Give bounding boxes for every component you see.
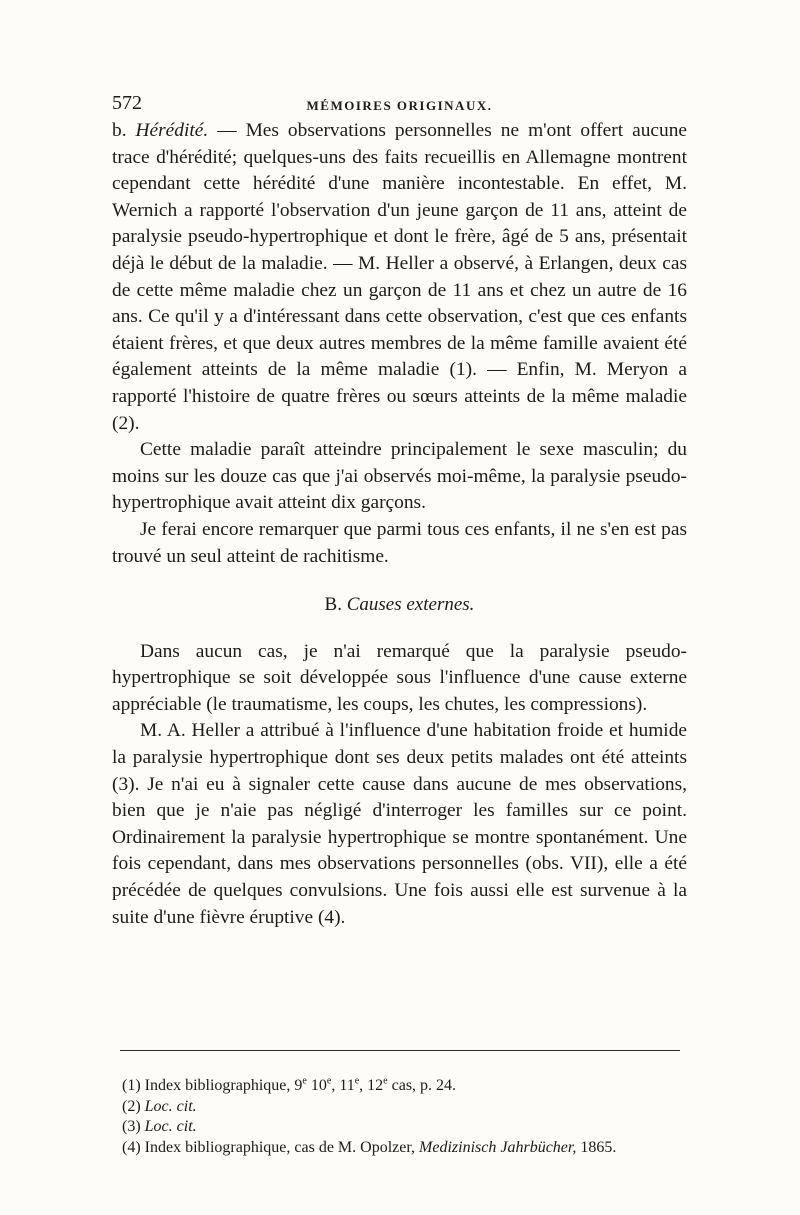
footnote-2 xyxy=(122,1097,687,1118)
paragraph-sexe: Cette maladie paraît atteindre principalement le sexe masculin; du moins sur les douze cas que j'ai observés moi-même, la paralysie pseudo-hypertrophique avait atteint dix garçons. xyxy=(112,439,687,514)
page-header xyxy=(112,92,687,114)
section-B-label: B. xyxy=(324,594,342,616)
page-number: 572 xyxy=(112,92,142,114)
paragraph-causes-2: M. A. Heller a attribué à l'influence d'une habitation froide et humide la paralysie hypertrophique dont ses deux petits malades ont été atteints (3). Je n'ai eu à signaler cette cause dans aucune de mes observations, bien que je n'aie pas négligé d'interroger les familles sur ce point. Ordinairement la paralysie hypertrophique se montre spontanément. Une fois cependant, dans mes observations personnelles (obs. VII), elle a été précédée de quelques convulsions. Une fois aussi elle est survenue à la suite d'une fièvre éruptive (4). xyxy=(112,720,687,928)
footnote-number: (4) xyxy=(122,1138,141,1156)
footnote-number: (1) xyxy=(122,1077,141,1094)
superscript: e xyxy=(383,1075,388,1087)
paragraph-causes-1: Dans aucun cas, je n'ai remarqué que la paralysie pseudo-hypertrophique se soit développée sous l'influence d'une cause externe appréciable (le traumatisme, les coups, les chutes, les compressions). xyxy=(112,640,687,715)
superscript: e xyxy=(326,1075,332,1087)
body-text xyxy=(112,118,687,931)
footnote-text: Index bibliographique, 9 xyxy=(144,1077,303,1094)
section-heading xyxy=(112,592,687,619)
footnote-year: 1865. xyxy=(580,1138,617,1156)
footnote-3 xyxy=(122,1117,687,1138)
footnote-text: 10 xyxy=(306,1077,327,1094)
section-b-label: b. xyxy=(112,120,127,141)
footnote-number: (3) xyxy=(122,1118,141,1135)
running-head: MÉMOIRES ORIGINAUX. xyxy=(306,98,493,113)
paragraph-rachitisme: Je ferai encore remarquer que parmi tous ces enfants, il ne s'en est pas trouvé un seul atteint de rachitisme. xyxy=(112,518,687,567)
footnote-rule xyxy=(120,1050,680,1051)
footnote-4 xyxy=(122,1138,687,1159)
footnote-text: Index bibliographique, cas de M. Opolzer, xyxy=(144,1138,416,1156)
footnotes xyxy=(122,1076,687,1158)
section-b-title: Hérédité. xyxy=(135,120,209,141)
superscript: e xyxy=(354,1075,360,1087)
footnote-1 xyxy=(122,1076,687,1097)
footnote-number: (2) xyxy=(122,1097,141,1115)
section-b-p1: — Mes observations personnelles ne m'ont offert aucune trace d'hérédité; quelques-uns des faits recueillis en Allemagne montrent cependant cette hérédité d'une manière incontestable. En effet, M. Wernich a rapporté l'observation d'un jeune garçon de 11 ans, atteint de paralysie pseudo-hypertrophique et dont le frère, âgé de 5 ans, présentait déjà le début de la maladie. — M. Heller a observé, à Erlangen, deux cas de cette même maladie chez un garçon de 11 ans et chez un autre de 16 ans. Ce qu'il y a d'intéressant dans cette observation, c'est que ces enfants étaient frères, et que deux autres membres de la même famille avaient été également atteints de la même maladie (1). — Enfin, M. Meryon a rapporté l'histoire de quatre frères ou sœurs atteints de la même maladie (2). xyxy=(112,120,687,434)
footnote-text: Loc. cit. xyxy=(144,1097,197,1115)
footnote-journal: Medizinisch Jahrbücher, xyxy=(419,1138,577,1156)
footnote-text: cas, p. 24. xyxy=(387,1077,457,1094)
footnote-text: , 12 xyxy=(359,1077,384,1094)
footnote-text: , 11 xyxy=(331,1077,355,1094)
superscript: e xyxy=(302,1075,307,1087)
page xyxy=(112,92,687,931)
footnote-text: Loc. cit. xyxy=(144,1118,197,1135)
paragraph-heredite xyxy=(112,118,687,437)
section-B-title: Causes externes. xyxy=(346,594,475,616)
